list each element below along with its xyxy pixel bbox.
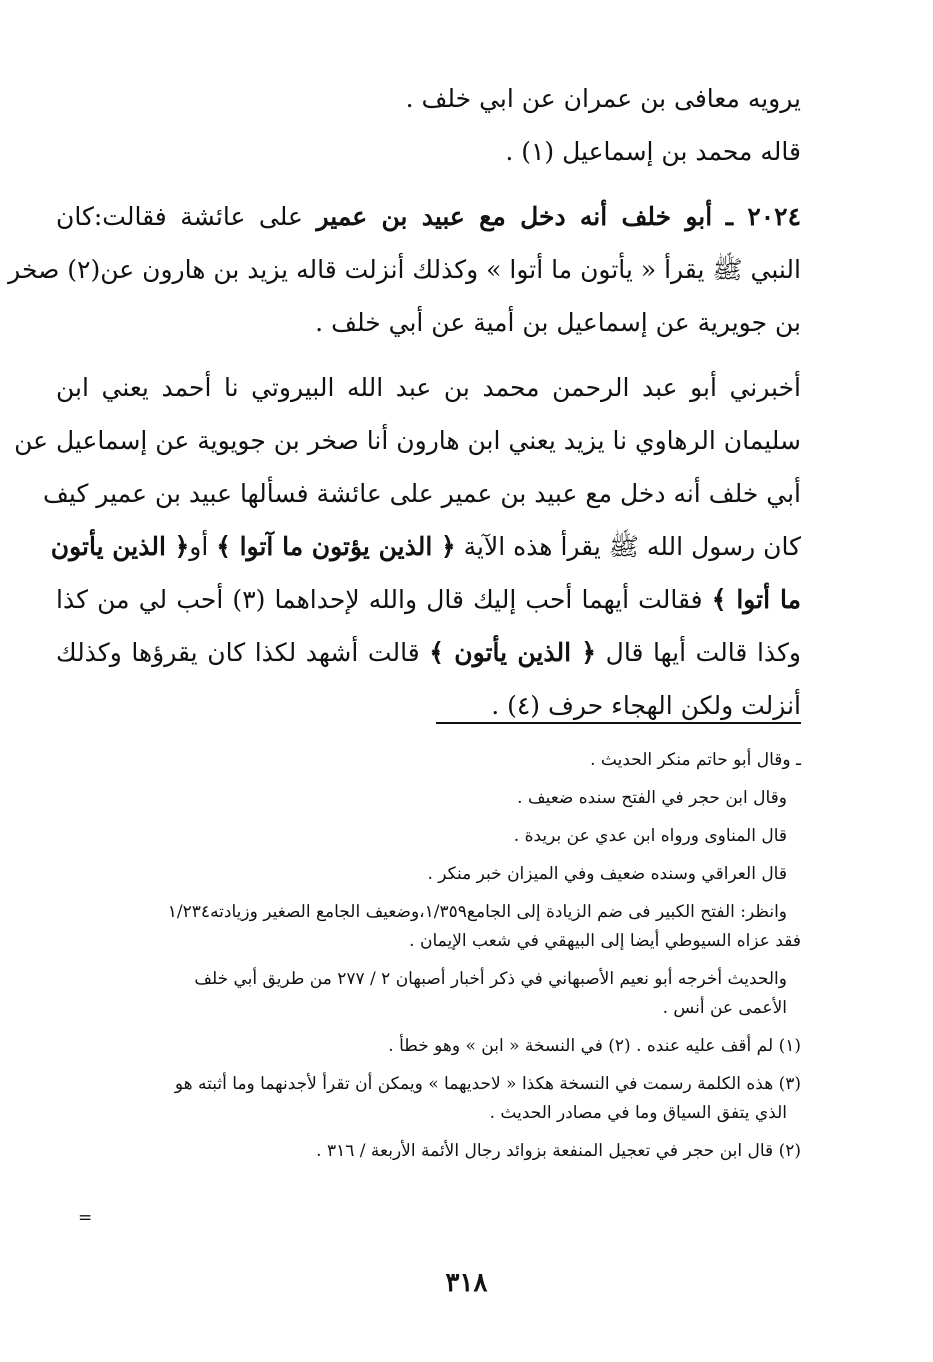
note-line: ـ وقال أبو حاتم منكر الحديث . bbox=[590, 750, 801, 770]
text-line: أبي خلف أنه دخل مع عبيد بن عمير على عائشة فسألها عبيد بن عمير كيف bbox=[43, 479, 801, 508]
footnote-row bbox=[66, 1032, 801, 1061]
hadith-heading-line bbox=[56, 190, 801, 243]
quran-quote: ﴿ الذين يؤتون ما آتوا ﴾ bbox=[216, 532, 456, 561]
text-part: كان رسول الله ﷺ يقرأ هذه الآية bbox=[463, 532, 801, 561]
note-line: وقال ابن حجر في الفتح سنده ضعيف . bbox=[517, 788, 787, 808]
text-line: النبي ﷺ يقرأ « يأتون ما أتوا » وكذلك أنزلت قاله يزيد بن هارون عن(٢) صخر bbox=[8, 255, 801, 284]
paragraph-1 bbox=[56, 72, 801, 178]
text-line: أخبرني أبو عبد الرحمن محمد بن عبد الله البيروتي نا أحمد يعني ابن bbox=[56, 373, 801, 402]
note-line: قال المناوى ورواه ابن عدي عن بريدة . bbox=[513, 826, 787, 846]
text-line: يرويه معافى بن عمران عن ابي خلف . bbox=[405, 84, 801, 113]
text-part: قالت أشهد لكذا كان يقرؤها وكذلك bbox=[56, 638, 420, 667]
note-line: فقد عزاه السيوطي أيضا إلى البيهقي في شعب الإيمان . bbox=[409, 931, 801, 951]
note-line: قال العراقي وسنده ضعيف وفي الميزان خبر منكر . bbox=[427, 864, 787, 884]
footnotes bbox=[66, 746, 801, 1175]
text-part: فقالت أيهما أحب إليك قال والله لإحداهما (٣) أحب لي من كذا bbox=[56, 585, 703, 614]
continuation-mark: = bbox=[78, 1208, 93, 1228]
paragraph-isnad bbox=[14, 361, 802, 732]
quran-quote: ﴿ الذين يأتون ﴾ bbox=[429, 638, 597, 667]
footnote-2: (٢) في النسخة « ابن » وهو خطأ . bbox=[388, 1036, 631, 1056]
paragraph-hadith-2024 bbox=[8, 190, 802, 349]
footnote-3-cont: الذي يتفق السياق وما في مصادر الحديث . bbox=[489, 1103, 787, 1123]
footnote-separator bbox=[436, 722, 801, 724]
quran-quote: ما أتوا ﴾ bbox=[711, 585, 802, 614]
hadith-number: ٢٠٢٤ ـ bbox=[725, 202, 802, 231]
text-line: بن جويرية عن إسماعيل بن أمية عن أبي خلف . bbox=[315, 308, 801, 337]
note-line: الأعمى عن أنس . bbox=[662, 998, 787, 1018]
text-part: وكذا قالت أيها قال bbox=[605, 638, 801, 667]
hadith-heading-bold: أبو خلف أنه دخل مع عبيد بن عمير bbox=[316, 202, 713, 231]
text-part: أو bbox=[189, 532, 209, 561]
hadith-heading-rest: على عائشة فقالت:كان bbox=[56, 202, 303, 231]
text-line: أنزلت ولكن الهجاء حرف (٤) . bbox=[491, 691, 801, 720]
text-line bbox=[50, 520, 801, 573]
text-line bbox=[56, 626, 801, 679]
quran-quote: ﴿ الذين يأتون bbox=[50, 532, 190, 561]
note-line: والحديث أخرجه أبو نعيم الأصبهاني في ذكر أخبار أصبهان ٢ / ٢٧٧ من طريق أبي خلف bbox=[194, 969, 787, 989]
footnote-1: (١) لم أقف عليه عنده . bbox=[636, 1036, 801, 1056]
text-line: قاله محمد بن إسماعيل (١) . bbox=[505, 137, 801, 166]
page-number: ٣١٨ bbox=[445, 1268, 488, 1298]
text-line bbox=[56, 573, 801, 626]
text-line: سليمان الرهاوي نا يزيد يعني ابن هارون أنا صخر بن جويوية عن إسماعيل عن bbox=[14, 426, 801, 455]
note-line: وانظر: الفتح الكبير فى ضم الزيادة إلى الجامع١/٣٥٩،وضعيف الجامع الصغير وزيادته١/٢٣٤ bbox=[167, 902, 787, 922]
footnote-4: (٢) قال ابن حجر في تعجيل المنفعة بزوائد رجال الأئمة الأربعة / ٣١٦ . bbox=[316, 1141, 801, 1161]
main-text bbox=[8, 72, 802, 744]
footnote-3: (٣) هذه الكلمة رسمت في النسخة هكذا « لاحديهما » ويمكن أن تقرأ لأجدنهما وما أثبته هو bbox=[174, 1074, 801, 1094]
